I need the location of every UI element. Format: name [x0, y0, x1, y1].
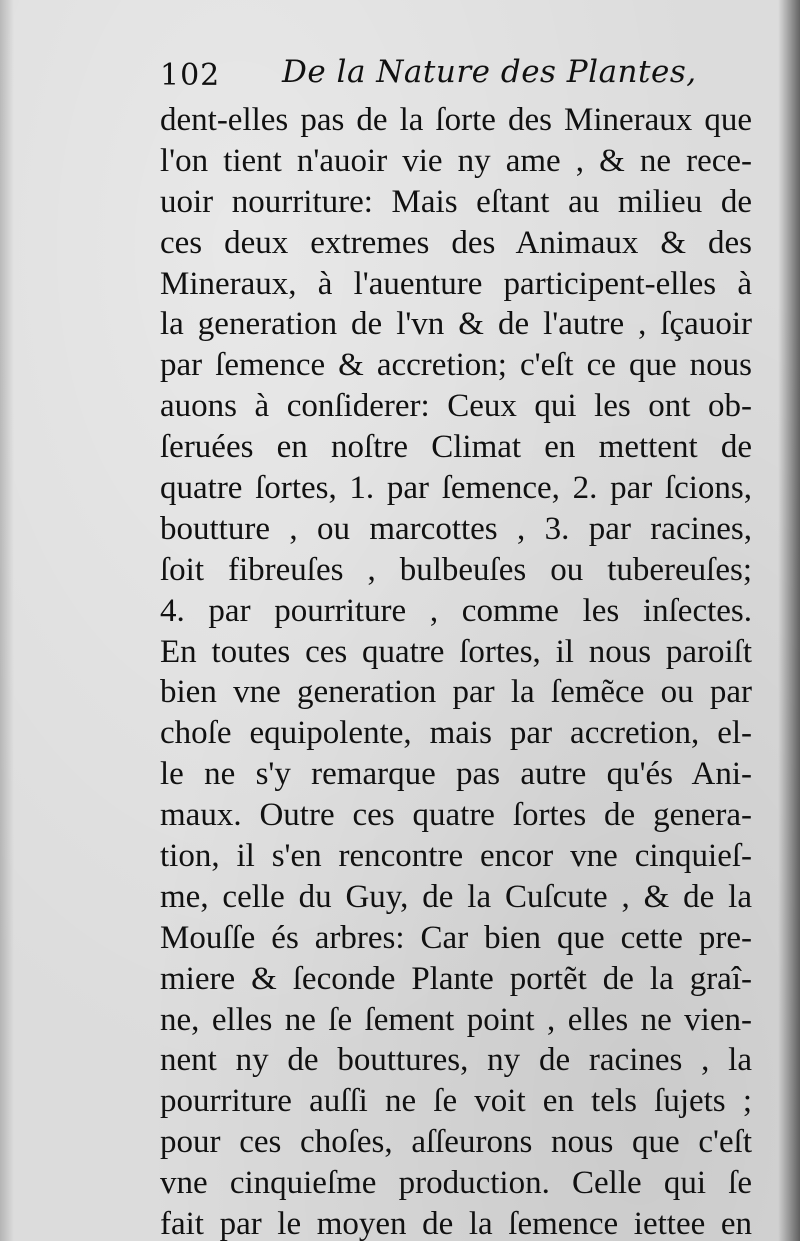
- page-right-shadow: [778, 0, 800, 1241]
- text-line: pourriture auſſi ne ſe voit en tels ſujets ;: [160, 1083, 752, 1120]
- page-number: 102: [160, 58, 221, 93]
- text-line: bien vne generation par la ſemẽce ou par: [160, 674, 752, 711]
- text-line: choſe equipolente, mais par accretion, el-: [160, 715, 752, 752]
- text-line: uoir nourriture: Mais eſtant au milieu de: [160, 183, 752, 220]
- text-line: me, celle du Guy, de la Cuſcute , & de la: [160, 878, 752, 915]
- text-line: auons à conſiderer: Ceux qui les ont ob-: [160, 388, 752, 425]
- body-text: [160, 100, 752, 1241]
- text-line: maux. Outre ces quatre ſortes de genera-: [160, 797, 752, 834]
- text-line: quatre ſortes, 1. par ſemence, 2. par ſcions,: [160, 470, 752, 507]
- text-line: 4. par pourriture , comme les inſectes.: [160, 592, 752, 629]
- text-line: vne cinquieſme production. Celle qui ſe: [160, 1165, 752, 1202]
- text-line: fait par le moyen de la ſemence iettee en: [160, 1206, 752, 1241]
- text-line: nent ny de bouttures, ny de racines , la: [160, 1042, 752, 1079]
- text-line: pour ces choſes, aſſeurons nous que c'eſt: [160, 1124, 752, 1161]
- running-title: De la Nature des Plantes,: [282, 54, 697, 90]
- text-line: le ne s'y remarque pas autre qu'és Ani-: [160, 756, 752, 793]
- text-line: ne, elles ne ſe ſement point , elles ne vien-: [160, 1001, 752, 1038]
- text-line: ces deux extremes des Animaux & des: [160, 224, 752, 261]
- text-line: ſoit fibreuſes , bulbeuſes ou tubereuſes;: [160, 551, 752, 588]
- text-line: tion, il s'en rencontre encor vne cinquieſ-: [160, 838, 752, 875]
- page-left-shadow: [0, 0, 14, 1241]
- text-line: l'on tient n'auoir vie ny ame , & ne rece-: [160, 142, 752, 179]
- text-line: par ſemence & accretion; c'eſt ce que nous: [160, 347, 752, 384]
- text-line: ſeruées en noſtre Climat en mettent de: [160, 429, 752, 466]
- text-line: Mineraux, à l'auenture participent-elles à: [160, 265, 752, 302]
- text-line: miere & ſeconde Plante portẽt de la graî-: [160, 960, 752, 997]
- text-line: En toutes ces quatre ſortes, il nous paroiſt: [160, 633, 752, 670]
- page-header: [160, 52, 760, 100]
- text-line: dent-elles pas de la ſorte des Mineraux que: [160, 102, 752, 138]
- text-line: Mouſſe és arbres: Car bien que cette pre-: [160, 919, 752, 956]
- text-line: la generation de l'vn & de l'autre , ſçauoir: [160, 306, 752, 343]
- text-line: boutture , ou marcottes , 3. par racines,: [160, 510, 752, 547]
